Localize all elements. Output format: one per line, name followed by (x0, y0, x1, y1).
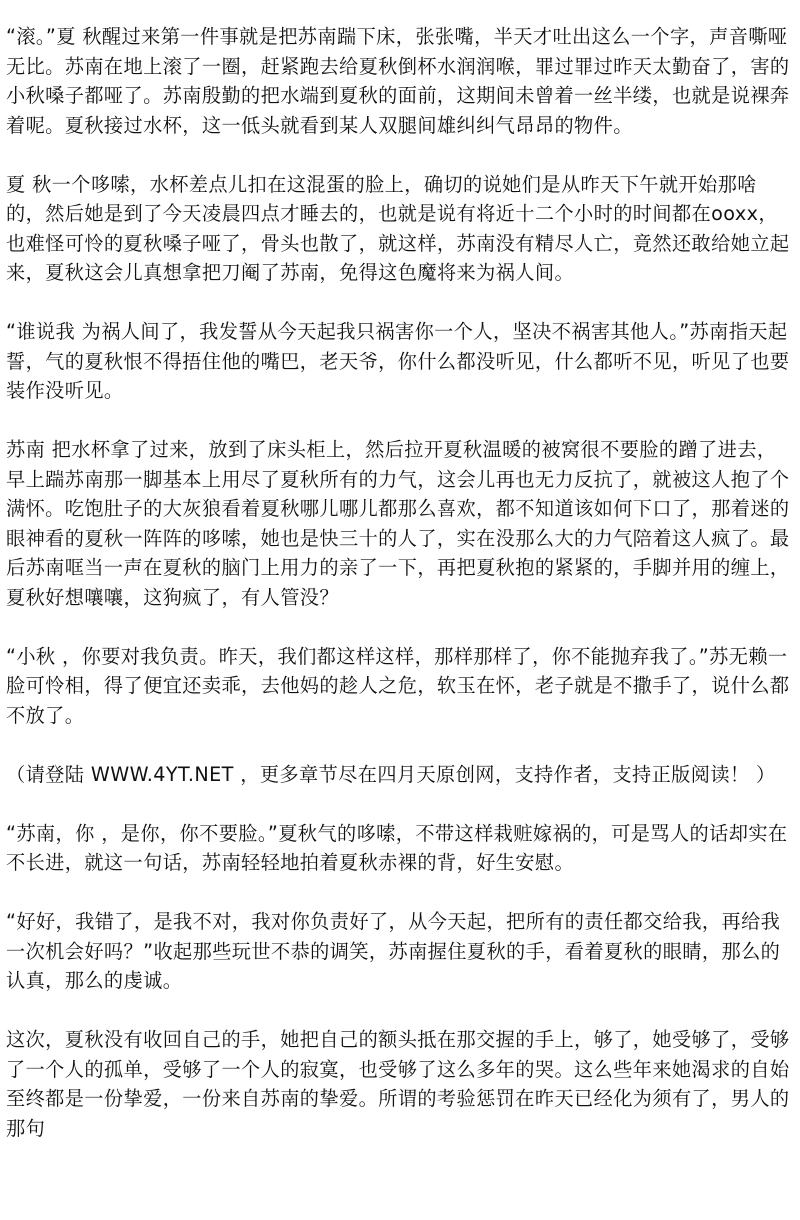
paragraph-8: “好好，我错了，是我不对，我对你负责好了，从今天起，把所有的责任都交给我，再给我一次机会好吗？”收起那些玩世不恭的调笑，苏南握住夏秋的手，看着夏秋的眼睛，那么的认真，那么的虔诚。 (6, 910, 781, 992)
paragraph-1: “滚。”夏 秋醒过来第一件事就是把苏南踹下床，张张嘴，半天才吐出这么一个字，声音嘶哑无比。苏南在地上滚了一圈，赶紧跑去给夏秋倒杯水润润喉，罪过罪过昨天太勤奋了，害的小秋嗓子都哑了。苏南殷勤的把水端到夏秋的面前，这期间未曾着一丝半缕，也就是说裸奔着呢。夏秋接过水杯，这一低头就看到某人双腿间雄纠纠气昂昂的物件。 (6, 25, 790, 137)
paragraph-9: 这次，夏秋没有收回自己的手，她把自己的额头抵在那交握的手上，够了，她受够了，受够了一个人的孤单，受够了一个人的寂寞，也受够了这么多年的哭。这么些年来她渴求的自始至终都是一份挚爱，一份来自苏南的挚爱。所谓的考验惩罚在昨天已经化为须有了，男人的那句 (6, 1028, 790, 1140)
paragraph-4: 苏南 把水杯拿了过来，放到了床头柜上，然后拉开夏秋温暖的被窝很不要脸的蹭了进去，早上踹苏南那一脚基本上用尽了夏秋所有的力气，这会儿再也无力反抗了，就被这人抱了个满怀。吃饱肚子的大灰狼看着夏秋哪儿哪儿都那么喜欢，都不知道该如何下口了，那着迷的眼神看的夏秋一阵阵的哆嗦，她也是快三十的人了，实在没那么大的力气陪着这人疯了。最后苏南哐当一声在夏秋的脑门上用力的亲了一下，再把夏秋抱的紧紧的，手脚并用的缠上，夏秋好想嚷嚷，这狗疯了，有人管没？ (6, 438, 790, 609)
paragraph-7: “苏南，你 ，是你，你不要脸。”夏秋气的哆嗦，不带这样栽赃嫁祸的，可是骂人的话却实在不长进，就这一句话，苏南轻轻地拍着夏秋赤裸的背，好生安慰。 (6, 821, 788, 874)
paragraph-2: 夏 秋一个哆嗦，水杯差点儿扣在这混蛋的脸上，确切的说她们是从昨天下午就开始那啥的，然后她是到了今天凌晨四点才睡去的，也就是说有将近十二个小时的时间都在ooxx，也难怪可怜的夏秋嗓子哑了，骨头也散了，就这样，苏南没有精尽人亡，竟然还敢给她立起来，夏秋这会儿真想拿把刀阉了苏南，免得这色魔将来为祸人间。 (6, 172, 790, 284)
paragraph-5: “小秋 ，你要对我负责。昨天，我们都这样这样，那样那样了，你不能抛弃我了。”苏无赖一脸可怜相，得了便宜还卖乖，去他妈的趁人之危，软玉在怀，老子就是不撒手了，说什么都不放了。 (6, 644, 790, 727)
paragraph-3: “谁说我 为祸人间了，我发誓从今天起我只祸害你一个人，坚决不祸害其他人。”苏南指天起誓，气的夏秋恨不得捂住他的嘴巴，老天爷，你什么都没听见，什么都听不见，听见了也要装作没听见。 (6, 320, 790, 402)
paragraph-6-site-notice: （请登陆 WWW.4YT.NET ，更多章节尽在四月天原创网，支持作者，支持正版阅读！ ） (6, 762, 776, 786)
